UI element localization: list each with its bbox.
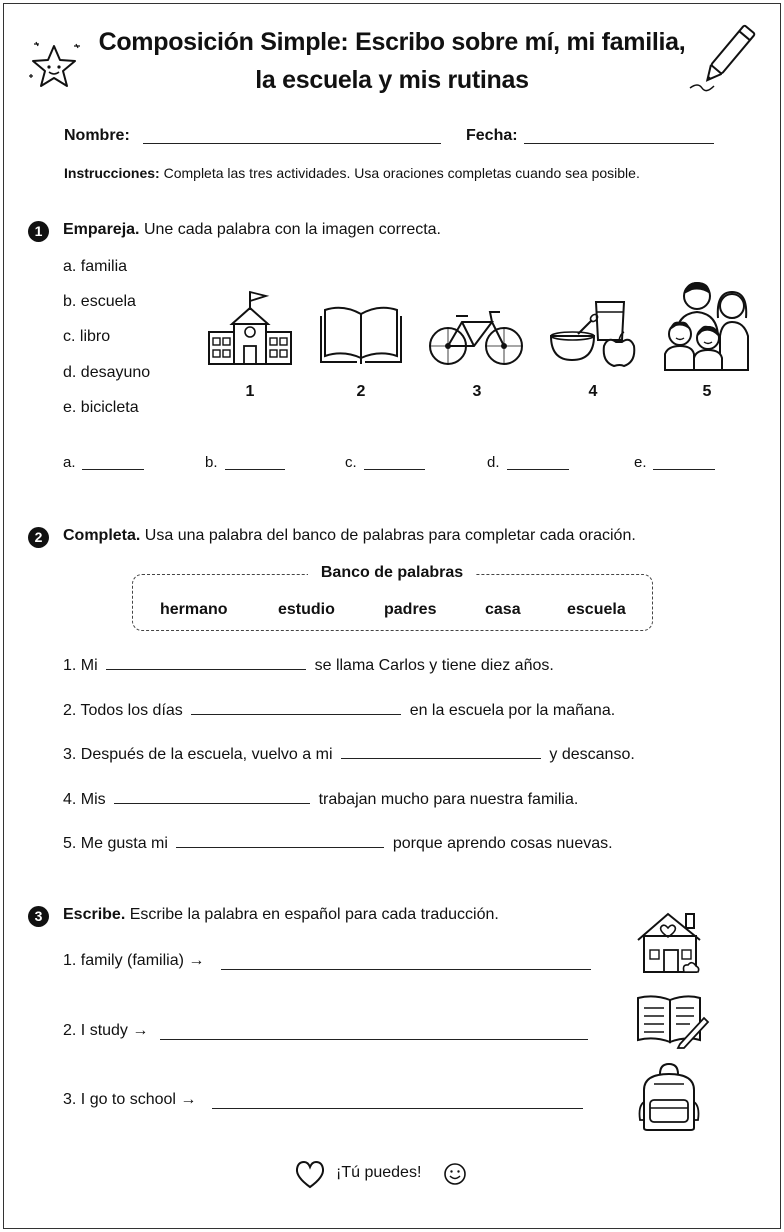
translation-field-3[interactable]: [212, 1095, 583, 1109]
sentence-after: en la escuela por la mañana.: [409, 702, 616, 719]
translation-prompt: I study →: [80, 1022, 149, 1039]
translation-prompt: I go to school →: [80, 1091, 197, 1108]
answer-field-c[interactable]: [364, 456, 425, 470]
sentence-number: 4.: [63, 791, 77, 808]
section2-heading: [63, 527, 636, 545]
name-field[interactable]: [143, 130, 441, 144]
word-bank-title: Banco de palabras: [308, 564, 476, 582]
instructions-text: Completa las tres actividades. Usa oraciones completas cuando sea posible.: [163, 165, 640, 181]
answer-label-b: b.: [205, 454, 218, 471]
sentence-blank[interactable]: [191, 701, 401, 715]
school-icon: [206, 288, 294, 368]
sentence-before: Mis: [80, 791, 106, 808]
notebook-icon: [634, 994, 708, 1048]
translation-field-1[interactable]: [221, 956, 591, 970]
bank-word-hermano: hermano: [160, 601, 228, 618]
sentence-3: [63, 745, 635, 764]
section1-text: Une cada palabra con la imagen correcta.: [143, 221, 441, 238]
bank-word-padres: padres: [384, 601, 437, 618]
translation-number: 3.: [63, 1091, 77, 1108]
instructions: [64, 165, 640, 181]
sentence-blank[interactable]: [176, 834, 384, 848]
section1-heading: [63, 221, 441, 239]
sentence-before: Todos los días: [80, 702, 183, 719]
sentence-2: [63, 701, 615, 720]
bicycle-icon: [428, 306, 524, 368]
match-word-e: e. bicicleta: [63, 399, 139, 416]
bank-word-escuela: escuela: [567, 601, 626, 618]
answer-label-c: c.: [345, 454, 357, 471]
sentence-before: Mi: [80, 657, 98, 674]
match-word-d: d. desayuno: [63, 364, 151, 381]
sentence-before: Después de la escuela, vuelvo a mi: [80, 746, 333, 763]
breakfast-icon: [548, 298, 638, 368]
section3-title: Escribe.: [63, 906, 126, 923]
date-label: Fecha:: [466, 127, 518, 144]
sentence-blank[interactable]: [114, 790, 310, 804]
sentence-number: 3.: [63, 746, 77, 763]
sentence-1: [63, 656, 554, 675]
instructions-label: Instrucciones:: [64, 165, 160, 181]
section3-text: Escribe la palabra en español para cada traducción.: [129, 906, 499, 923]
match-word-c: c. libro: [63, 328, 111, 345]
section3-heading: [63, 906, 499, 924]
footer-text: ¡Tú puedes!: [336, 1164, 422, 1181]
sentence-4: [63, 790, 578, 809]
picture-number-5: 5: [702, 383, 712, 400]
section1-number: 1: [28, 221, 49, 242]
section2-title: Completa.: [63, 527, 141, 544]
translation-number: 1.: [63, 952, 77, 969]
translation-item-3: [63, 1091, 196, 1109]
answer-field-a[interactable]: [82, 456, 144, 470]
answer-field-b[interactable]: [225, 456, 285, 470]
sentence-blank[interactable]: [341, 745, 541, 759]
page-title-line2: la escuela y mis rutinas: [255, 66, 529, 94]
house-icon: [636, 910, 704, 974]
sentence-number: 5.: [63, 835, 77, 852]
sentence-number: 1.: [63, 657, 77, 674]
sentence-after: porque aprendo cosas nuevas.: [392, 835, 613, 852]
picture-number-1: 1: [245, 383, 255, 400]
picture-number-2: 2: [356, 383, 366, 400]
date-field[interactable]: [524, 130, 714, 144]
picture-number-3: 3: [472, 383, 482, 400]
answer-field-e[interactable]: [653, 456, 715, 470]
name-label: Nombre:: [64, 127, 130, 144]
book-icon: [319, 304, 403, 366]
answer-label-a: a.: [63, 454, 76, 471]
translation-item-1: [63, 952, 204, 970]
sentence-blank[interactable]: [106, 656, 306, 670]
translation-item-2: [63, 1022, 148, 1040]
translation-field-2[interactable]: [160, 1026, 588, 1040]
picture-number-4: 4: [588, 383, 598, 400]
sentence-after: se llama Carlos y tiene diez años.: [314, 657, 554, 674]
family-icon: [662, 278, 752, 374]
section3-number: 3: [28, 906, 49, 927]
bank-word-estudio: estudio: [278, 601, 335, 618]
answer-label-d: d.: [487, 454, 500, 471]
bank-word-casa: casa: [485, 601, 521, 618]
page-title-line1: Composición Simple: Escribo sobre mí, mi familia,: [98, 28, 686, 56]
match-word-b: b. escuela: [63, 293, 136, 310]
translation-number: 2.: [63, 1022, 77, 1039]
answer-label-e: e.: [634, 454, 647, 471]
sentence-after: trabajan mucho para nuestra familia.: [318, 791, 579, 808]
sentence-5: [63, 834, 613, 853]
match-word-a: a. familia: [63, 258, 128, 275]
heart-icon: [294, 1160, 326, 1190]
section2-number: 2: [28, 527, 49, 548]
section2-text: Usa una palabra del banco de palabras para completar cada oración.: [144, 527, 636, 544]
sentence-before: Me gusta mi: [80, 835, 168, 852]
smiley-icon: [443, 1162, 467, 1186]
backpack-icon: [636, 1062, 702, 1132]
sentence-number: 2.: [63, 702, 77, 719]
sentence-after: y descanso.: [549, 746, 635, 763]
answer-field-d[interactable]: [507, 456, 569, 470]
translation-prompt: family (familia) →: [80, 952, 205, 969]
section1-title: Empareja.: [63, 221, 140, 238]
